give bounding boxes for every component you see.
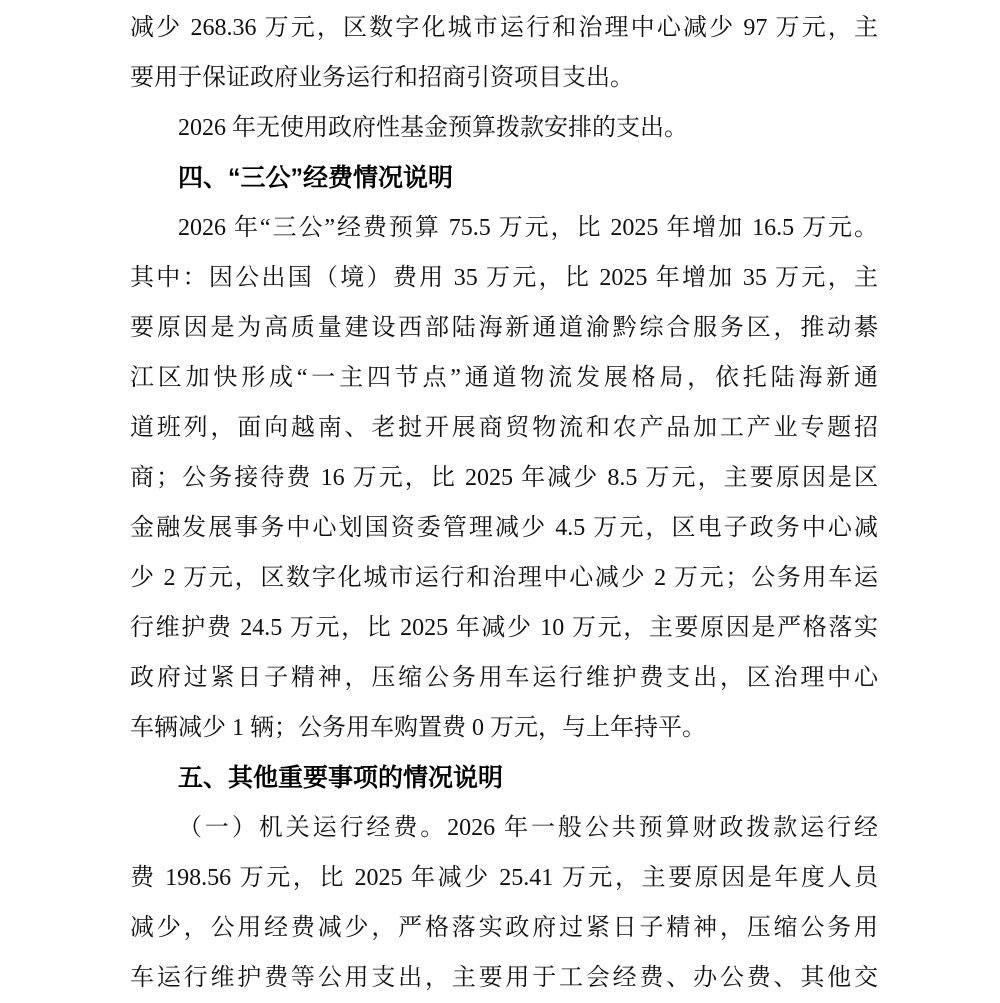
section-heading-4-sangong: 四、“三公”经费情况说明: [178, 164, 454, 192]
doc-line-9: 道班列，面向越南、老挝开展商贸物流和农产品加工产业专题招: [130, 415, 878, 441]
doc-line-2: 要用于保证政府业务运行和招商引资项目支出。: [130, 65, 634, 91]
doc-line-17: （一）机关运行经费。2026 年一般公共预算财政拨款运行经: [178, 815, 878, 841]
section-heading-5-other: 五、其他重要事项的情况说明: [178, 764, 504, 792]
doc-line-20: 车运行维护费等公用支出，主要用于工会经费、办公费、其他交: [130, 965, 878, 991]
doc-line-3: 2026 年无使用政府性基金预算拨款安排的支出。: [178, 115, 688, 141]
doc-line-10: 商；公务接待费 16 万元，比 2025 年减少 8.5 万元，主要原因是区: [130, 465, 878, 491]
doc-line-8: 江区加快形成“一主四节点”通道物流发展格局，依托陆海新通: [130, 365, 878, 391]
doc-line-11: 金融发展事务中心划国资委管理减少 4.5 万元，区电子政务中心减: [130, 515, 878, 541]
doc-line-12: 少 2 万元，区数字化城市运行和治理中心减少 2 万元；公务用车运: [130, 565, 878, 591]
doc-line-19: 减少，公用经费减少，严格落实政府过紧日子精神，压缩公务用: [130, 915, 878, 941]
doc-line-1: 减少 268.36 万元，区数字化城市运行和治理中心减少 97 万元，主: [130, 15, 878, 41]
doc-line-14: 政府过紧日子精神，压缩公务用车运行维护费支出，区治理中心: [130, 665, 878, 691]
doc-line-7: 要原因是为高质量建设西部陆海新通道渝黔综合服务区，推动綦: [130, 315, 878, 341]
document-text-block: [130, 3, 878, 1003]
doc-line-6: 其中：因公出国（境）费用 35 万元，比 2025 年增加 35 万元，主: [130, 265, 878, 291]
doc-line-15: 车辆减少 1 辆；公务用车购置费 0 万元，与上年持平。: [130, 715, 706, 741]
doc-line-18: 费 198.56 万元，比 2025 年减少 25.41 万元，主要原因是年度人员: [130, 865, 878, 891]
doc-line-5: 2026 年“三公”经费预算 75.5 万元，比 2025 年增加 16.5 万元。: [178, 215, 878, 241]
doc-line-13: 行维护费 24.5 万元，比 2025 年减少 10 万元，主要原因是严格落实: [130, 615, 878, 641]
